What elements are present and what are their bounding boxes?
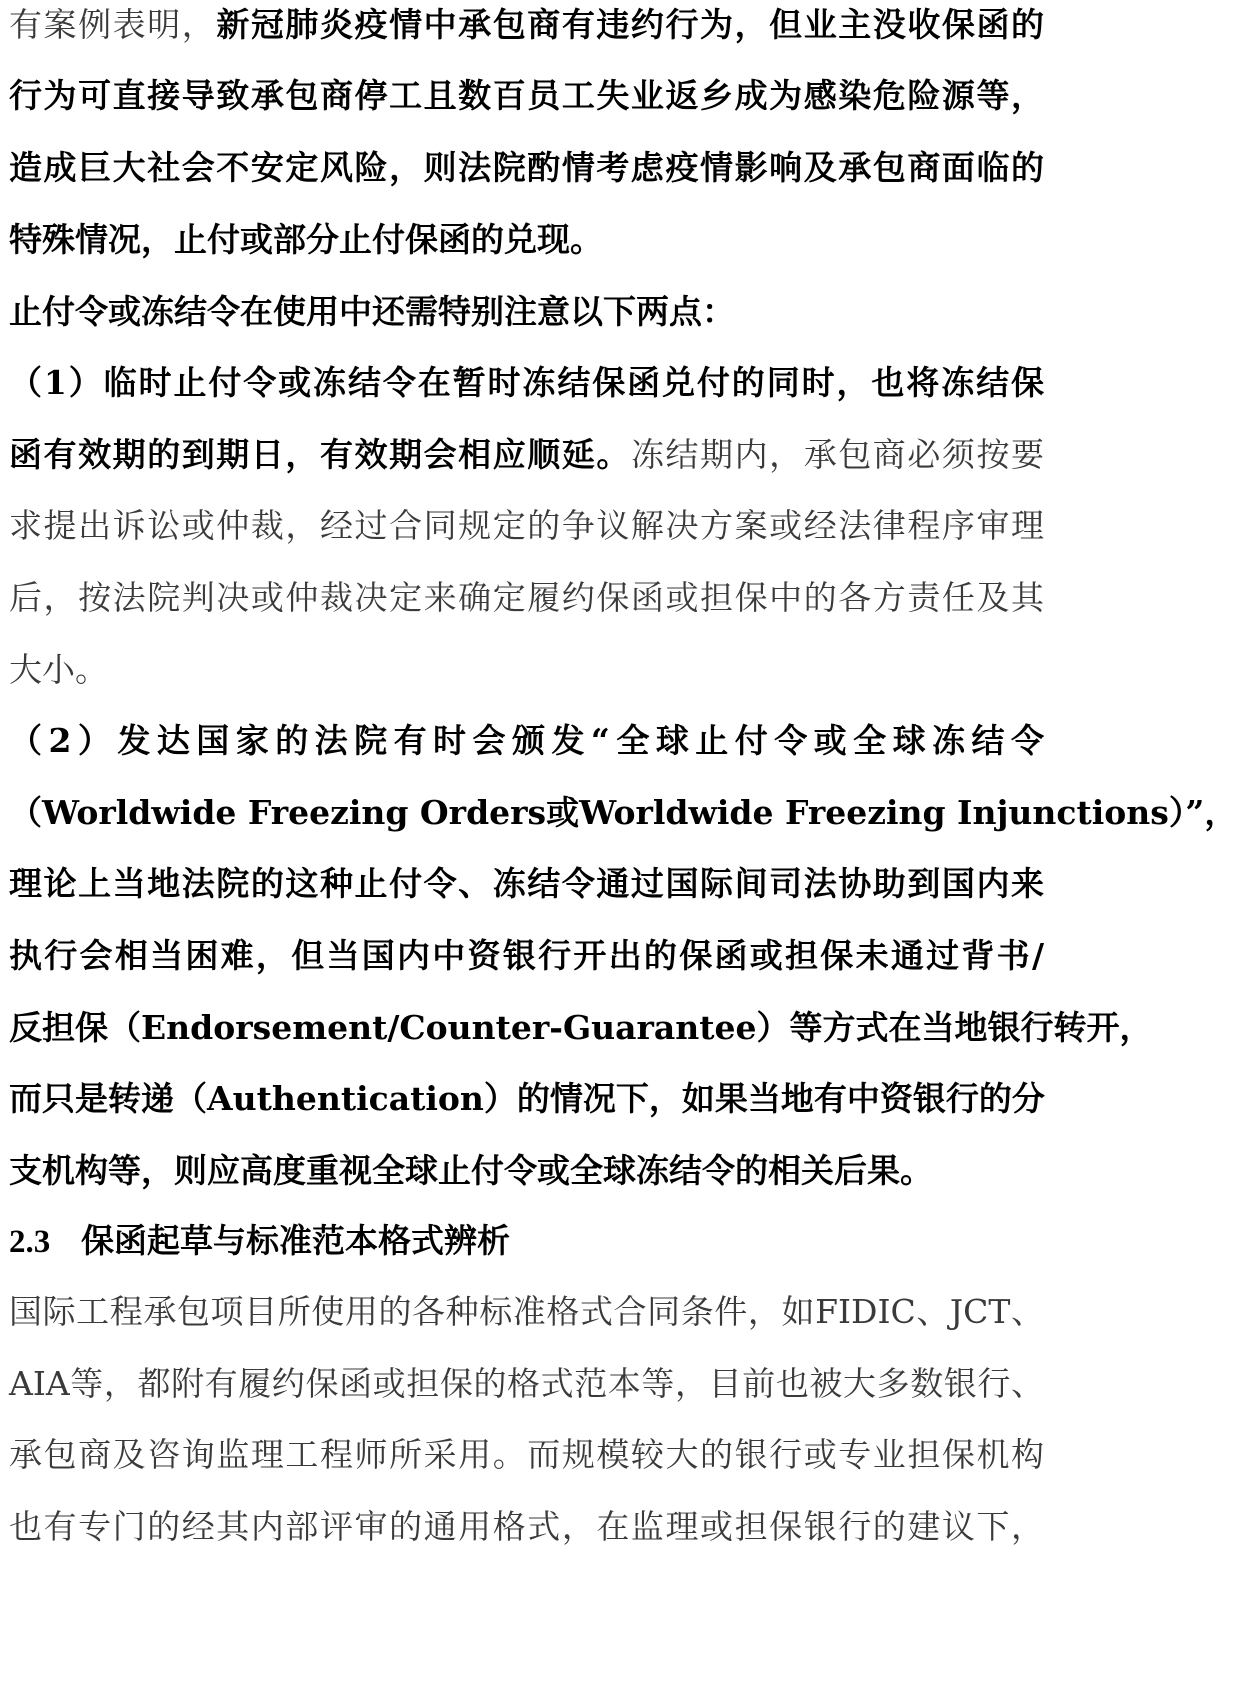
text-line — [9, 859, 1044, 909]
text-run: 新冠肺炎疫情中承包商有违约行为，但业主没收保函的 — [216, 5, 1045, 44]
text-line — [9, 1146, 1044, 1196]
text-line — [9, 71, 1044, 121]
text-run: （2）发达国家的法院有时会颁发“全球止付令或全球冻结令 — [9, 721, 1044, 760]
text-run: 后，按法院判决或仲裁决定来确定履约保函或担保中的各方责任及其 — [9, 578, 1044, 617]
text-run: 行为可直接导致承包商停工且数百员工失业返乡成为感染危险源等， — [9, 76, 1044, 115]
text-run: （1）临时止付令或冻结令在暂时冻结保函兑付的同时，也将冻结保 — [9, 363, 1044, 402]
text-run: 承包商及咨询监理工程师所采用。而规模较大的银行或专业担保机构 — [9, 1435, 1044, 1474]
text-line — [9, 287, 1044, 337]
text-run: 支机构等，则应高度重视全球止付令或全球冻结令的相关后果。 — [9, 1151, 933, 1190]
section-heading-title: 保函起草与标准范本格式辨析 — [81, 1221, 510, 1260]
text-line — [9, 1502, 1044, 1552]
text-line — [9, 143, 1044, 193]
text-line — [9, 1359, 1044, 1409]
text-line — [9, 358, 1044, 408]
text-line — [9, 1287, 1044, 1337]
text-run: 大小。 — [9, 650, 108, 689]
text-line — [9, 931, 1044, 981]
text-run: 有案例表明， — [9, 5, 217, 44]
text-line — [9, 0, 1044, 50]
text-run: AIA等，都附有履约保函或担保的格式范本等，目前也被大多数银行、 — [9, 1364, 1044, 1403]
text-line — [9, 645, 1044, 695]
text-line — [9, 1074, 1044, 1124]
text-run: 冻结期内，承包商必须按要 — [630, 435, 1045, 474]
text-run: 函有效期的到期日，有效期会相应顺延。 — [9, 435, 631, 474]
text-run: 国际工程承包项目所使用的各种标准格式合同条件，如FIDIC、JCT、 — [9, 1292, 1044, 1331]
text-run: 反担保（Endorsement/Counter-Guarantee）等方式在当地银行转开， — [9, 1008, 1153, 1047]
text-run: 止付令或冻结令在使用中还需特别注意以下两点： — [9, 292, 735, 331]
text-run: 理论上当地法院的这种止付令、冻结令通过国际间司法协助到国内来 — [9, 864, 1044, 903]
text-line — [9, 573, 1044, 623]
text-run: 造成巨大社会不安定风险，则法院酌情考虑疫情影响及承包商面临的 — [9, 148, 1044, 187]
text-run: 特殊情况，止付或部分止付保函的兑现。 — [9, 220, 603, 259]
text-run: 也有专门的经其内部评审的通用格式，在监理或担保银行的建议下， — [9, 1507, 1044, 1546]
text-line — [9, 1430, 1044, 1480]
text-run: 求提出诉讼或仲裁，经过合同规定的争议解决方案或经法律程序审理 — [9, 506, 1044, 545]
text-run: 执行会相当困难，但当国内中资银行开出的保函或担保未通过背书/ — [9, 936, 1044, 975]
text-line — [9, 215, 1044, 265]
text-run: （Worldwide Freezing Orders或Worldwide Freezing Injunctions）”， — [9, 793, 1237, 832]
text-run: 而只是转递（Authentication）的情况下，如果当地有中资银行的分 — [9, 1079, 1045, 1118]
text-line — [9, 430, 1044, 480]
section-heading — [9, 1216, 1044, 1266]
text-line — [9, 501, 1044, 551]
section-heading-number: 2.3 — [9, 1224, 51, 1260]
text-line — [9, 788, 1237, 838]
text-line — [9, 716, 1044, 766]
text-line — [9, 1003, 1153, 1053]
